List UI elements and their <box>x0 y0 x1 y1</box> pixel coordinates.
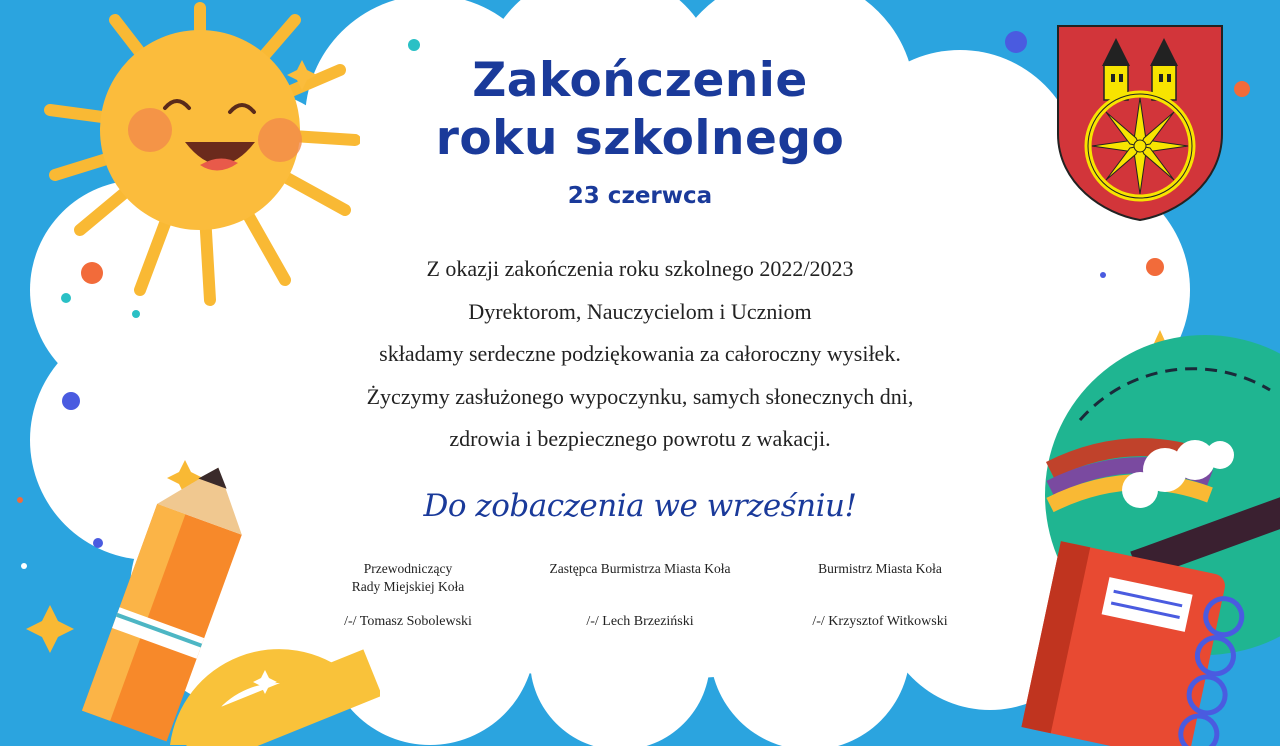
coat-of-arms-icon <box>1056 24 1224 222</box>
signatory-name: /-/ Tomasz Sobolewski <box>344 614 472 629</box>
signature-block <box>278 560 538 631</box>
signatory-role: Zastępca Burmistrza Miasta Koła <box>549 561 731 576</box>
signatory-name: /-/ Lech Brzeziński <box>586 614 694 629</box>
greeting-line: składamy serdeczne podziękowania za całoroczny wysiłek. <box>379 341 901 366</box>
page-title <box>360 52 920 168</box>
signature-block <box>750 560 1010 631</box>
greeting-text <box>250 248 1030 461</box>
title-line-2: roku szkolnego <box>435 111 845 166</box>
title-line-1: Zakończenie <box>472 53 808 108</box>
protractor-icon <box>170 649 380 746</box>
notebook-icon <box>1020 330 1280 746</box>
signature-block <box>510 560 770 631</box>
closing-message: Do zobaczenia we wrześniu! <box>423 488 857 524</box>
signatory-role: Przewodniczący Rady Miejskiej Koła <box>351 561 465 594</box>
greeting-line: Z okazji zakończenia roku szkolnego 2022/2023 <box>426 256 854 281</box>
greeting-line: Dyrektorom, Nauczycielom i Uczniom <box>468 298 812 324</box>
signatory-role: Burmistrz Miasta Koła <box>818 561 942 576</box>
event-date: 23 czerwca <box>567 183 713 209</box>
signatory-name: /-/ Krzysztof Witkowski <box>812 614 948 629</box>
greeting-line: zdrowia i bezpiecznego powrotu z wakacji. <box>449 426 831 451</box>
greeting-line: Życzymy zasłużonego wypoczynku, samych słonecznych dni, <box>366 383 914 409</box>
